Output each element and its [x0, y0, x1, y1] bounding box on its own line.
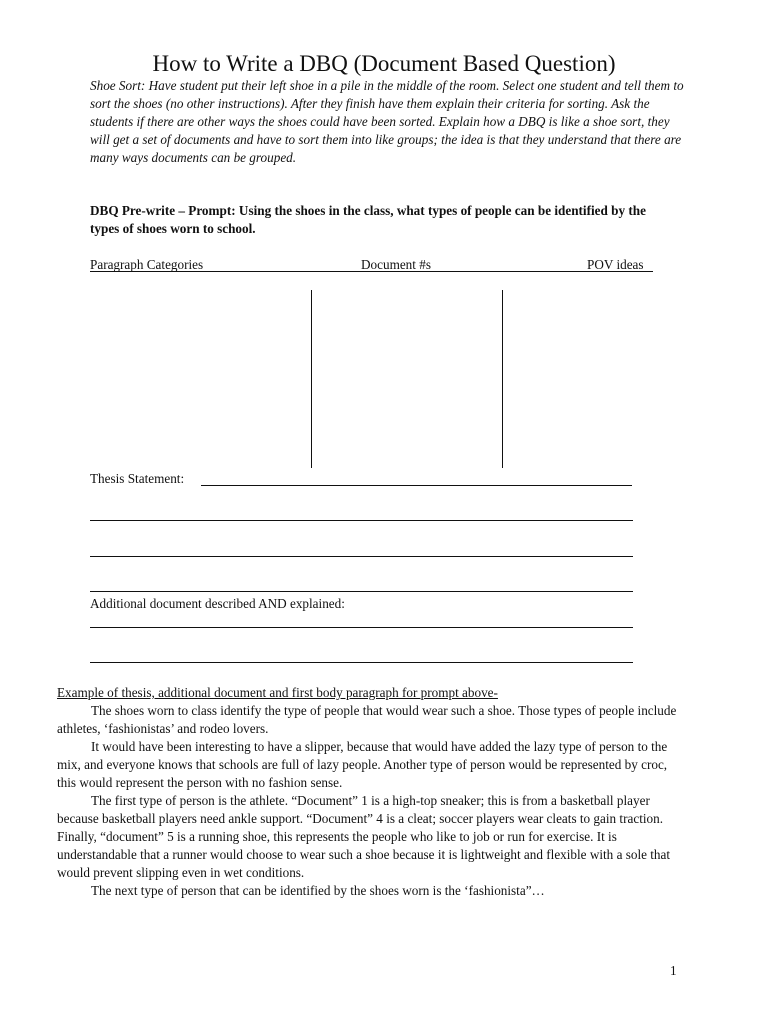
- shoe-sort-instructions: Shoe Sort: Have student put their left shoe in a pile in the middle of the room. Select one student and tell them to sort the shoes (no other instructions). After they finish have them explain their criteria for sorting. Ask the students if there are other ways the shoes could have been sorted. Explain how a DBQ is like a shoe sort, they will get a set of documents and have to sort them into like groups; the idea is that they understand that there are many ways documents can be grouped.: [90, 78, 684, 165]
- column-divider-1: [311, 290, 312, 468]
- dbq-prompt: DBQ Pre-write – Prompt: Using the shoes in the class, what types of people can be identified by the types of shoes worn to school.: [90, 203, 646, 236]
- page-title: How to Write a DBQ (Document Based Question): [152, 51, 616, 76]
- additional-document-label: Additional document described AND explained:: [90, 596, 345, 611]
- column-divider-2: [502, 290, 503, 468]
- example-heading: Example of thesis, additional document and first body paragraph for prompt above-: [57, 685, 498, 700]
- additional-write-line-1[interactable]: [90, 627, 633, 628]
- example-paragraph: The first type of person is the athlete. “Document” 1 is a high-top sneaker; this is from a basketball player because basketball players need ankle support. “Document” 4 is a cleat; soccer players wear cleats to gain traction. Finally, “document” 5 is a running shoe, this represents the people who like to job or run for exercise. It is understandable that a runner would choose to wear such a shoe because it is lightweight and flexible with a sole that would prevent slipping even in wet conditions.: [57, 793, 671, 880]
- page-number: 1: [670, 963, 677, 978]
- additional-write-line-2[interactable]: [90, 662, 633, 663]
- example-body: [57, 702, 681, 900]
- column-header-pov-ideas: POV ideas: [587, 257, 644, 272]
- thesis-write-line-4[interactable]: [90, 591, 633, 592]
- example-paragraph: It would have been interesting to have a slipper, because that would have added the lazy type of person to the mix, and everyone knows that schools are full of lazy people. Another type of person would be represented by croc, this would represent the person with no fashion sense.: [57, 739, 668, 790]
- column-header-paragraph-categories: Paragraph Categories: [90, 257, 204, 272]
- example-paragraph: The shoes worn to class identify the type of people that would wear such a shoe. Those types of people include athletes, ‘fashionistas’ and rodeo lovers.: [57, 703, 677, 736]
- column-header-underline: [90, 271, 653, 272]
- thesis-write-line-3[interactable]: [90, 556, 633, 557]
- thesis-write-line-1[interactable]: [201, 485, 632, 486]
- example-paragraph: The next type of person that can be identified by the shoes worn is the ‘fashionista”…: [91, 883, 545, 898]
- column-header-document-numbers: Document #s: [361, 257, 431, 272]
- thesis-statement-label: Thesis Statement:: [90, 471, 185, 486]
- thesis-write-line-2[interactable]: [90, 520, 633, 521]
